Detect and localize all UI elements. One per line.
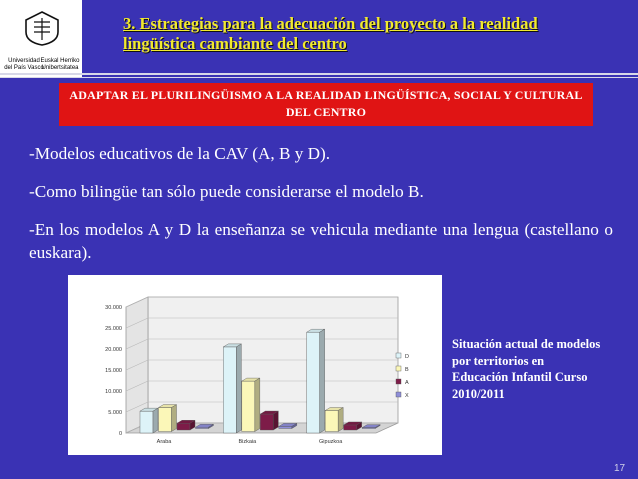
y-tick-label: 5.000 <box>108 410 122 416</box>
bullet-3: -En los modelos A y D la enseñanza se vehicula mediante una lengua (castellano o euskara). <box>29 220 613 262</box>
bar <box>307 332 320 433</box>
legend-label: B <box>405 367 409 373</box>
x-tick-label: Bizkaia <box>238 439 257 445</box>
bar-chart <box>68 275 442 455</box>
y-tick-label: 10.000 <box>105 389 122 395</box>
bar <box>260 414 273 430</box>
y-tick-label: 15.000 <box>105 368 122 374</box>
bar-side <box>338 408 343 432</box>
bar <box>242 381 255 431</box>
page-number: 17 <box>614 463 626 474</box>
legend-swatch <box>396 366 401 371</box>
legend-swatch <box>396 392 401 397</box>
legend-label: A <box>405 380 409 386</box>
logo-text-left: Universidad del País Vasco <box>4 58 44 71</box>
chart-caption: Situación actual de modelos por territorios en Educación Infantil Curso 2010/2011 <box>452 337 601 401</box>
bar-side <box>273 411 278 430</box>
bar-side <box>172 405 177 432</box>
y-tick-label: 25.000 <box>105 326 122 332</box>
bar <box>159 408 172 432</box>
header-rule <box>0 73 638 75</box>
bar-side <box>153 408 158 433</box>
x-tick-label: Gipuzkoa <box>319 439 343 445</box>
chart-panel <box>68 275 442 455</box>
bar-side <box>320 329 325 433</box>
bar <box>325 411 338 432</box>
x-tick-label: Araba <box>156 439 172 445</box>
bar-side <box>255 378 260 431</box>
bar <box>177 423 190 430</box>
logo-text-right: Euskal Herriko Unibertsitatea <box>40 58 80 71</box>
university-logo <box>0 0 82 77</box>
slide-title: 3. Estrategias para la adecuación del proyecto a la realidad lingüística cambiante del centro <box>123 14 538 53</box>
header-rule-thin <box>0 77 638 78</box>
bar-side <box>236 344 241 433</box>
bar <box>140 411 153 433</box>
y-tick-label: 20.000 <box>105 347 122 353</box>
y-tick-label: 30.000 <box>105 305 122 311</box>
legend-label: D <box>405 354 409 360</box>
slide-banner: ADAPTAR EL PLURILINGÜISMO A LA REALIDAD LINGÜÍSTICA, SOCIAL Y CULTURAL DEL CENTRO <box>59 83 593 126</box>
y-tick-label: 0 <box>118 431 122 437</box>
bar <box>223 347 236 433</box>
legend-label: X <box>405 393 409 399</box>
bar <box>344 425 357 430</box>
university-emblem-icon <box>22 10 62 46</box>
bar <box>279 426 292 428</box>
legend-swatch <box>396 379 401 384</box>
bullet-2: -Como bilingüe tan sólo puede considerarse el modelo B. <box>29 182 424 201</box>
bullet-1: -Modelos educativos de la CAV (A, B y D). <box>29 144 331 163</box>
legend-swatch <box>396 353 401 358</box>
